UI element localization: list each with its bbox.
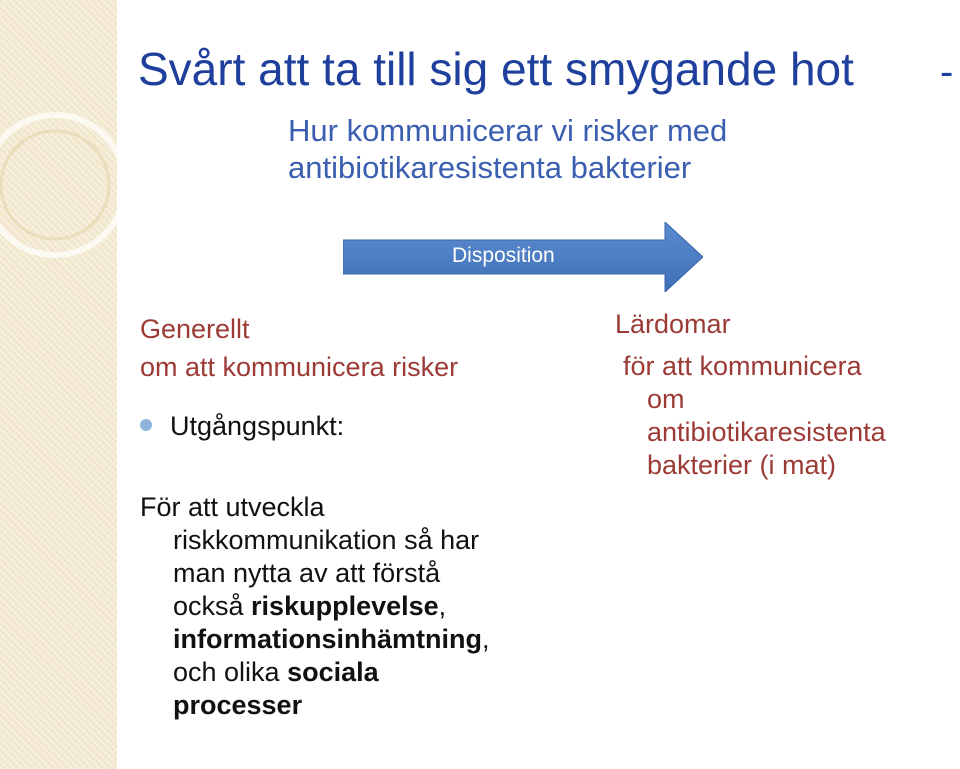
subtitle-line: Hur kommunicerar vi risker med <box>288 113 728 148</box>
decorative-side-strip <box>0 0 117 769</box>
heading-line: Generellt <box>140 314 250 344</box>
left-column-heading <box>140 310 458 386</box>
emphasis-text: sociala <box>287 657 379 687</box>
right-column-heading: Lärdomar <box>615 309 731 339</box>
body-line <box>140 689 600 722</box>
body-line <box>140 656 600 689</box>
body-line: man nytta av att förstå <box>173 558 441 588</box>
circle-decoration-icon <box>0 100 140 270</box>
body-text: och olika <box>173 657 288 687</box>
emphasis-text: informationsinhämtning <box>173 624 482 654</box>
body-line <box>140 590 600 623</box>
body-line <box>140 623 600 656</box>
emphasis-text: processer <box>173 690 303 720</box>
subheading-line: antibiotikaresistenta <box>647 417 886 447</box>
body-text: också <box>173 591 252 621</box>
arrow-label: Disposition <box>452 244 555 267</box>
bullet-item <box>140 413 344 440</box>
body-line: riskkommunikation så har <box>173 525 480 555</box>
subtitle-line: antibiotikaresistenta bakterier <box>288 150 692 185</box>
heading-line: om att kommunicera risker <box>140 352 459 382</box>
bullet-text: Utgångspunkt: <box>170 411 345 441</box>
emphasis-text: riskupplevelse <box>251 591 439 621</box>
subheading-line: om <box>647 384 685 414</box>
title-dash: - <box>940 50 954 94</box>
right-column-subheading <box>623 350 886 482</box>
bullet-dot-icon <box>140 419 152 431</box>
body-paragraph <box>140 491 600 722</box>
subheading-line: bakterier (i mat) <box>647 450 837 480</box>
body-line: För att utveckla <box>140 492 325 522</box>
slide-subtitle <box>288 112 727 186</box>
subheading-line: för att kommunicera <box>623 351 862 381</box>
slide-title: Svårt att ta till sig ett smygande hot <box>138 43 854 95</box>
body-text: , <box>481 624 490 654</box>
body-text: , <box>438 591 447 621</box>
